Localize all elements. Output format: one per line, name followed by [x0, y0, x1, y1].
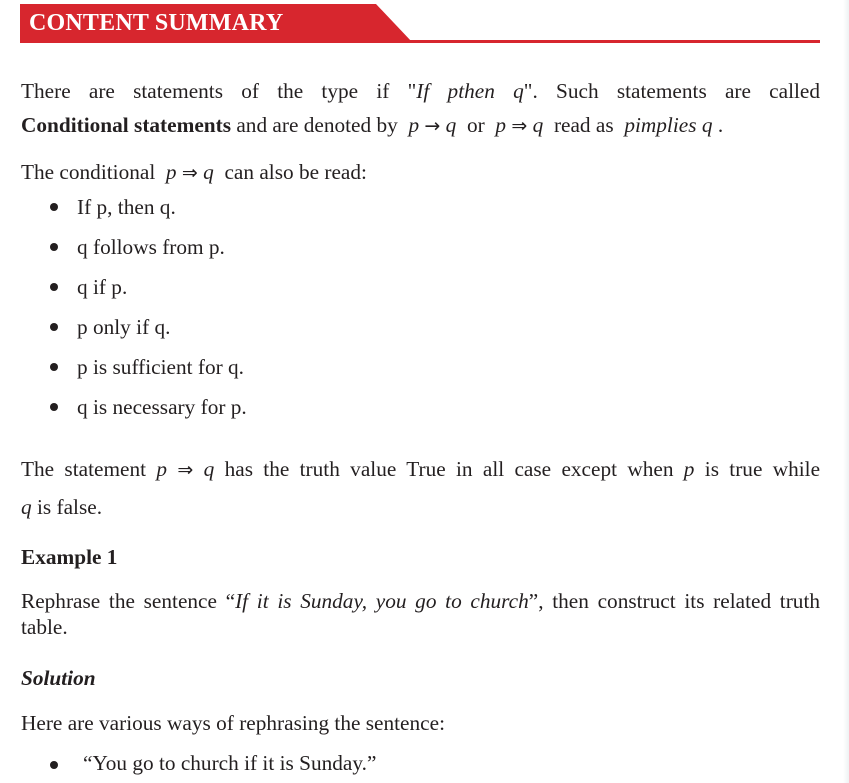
- bullet-icon: [50, 363, 58, 371]
- conditional-statements-term: Conditional statements: [21, 113, 232, 137]
- section-banner-title: CONTENT SUMMARY: [29, 10, 284, 36]
- bullet-icon: [50, 203, 58, 211]
- bullet-icon: [50, 243, 58, 251]
- solution-heading: Solution: [21, 666, 96, 690]
- document-page: CONTENT SUMMARY There are statements of the type if "If pthen q". Such statements are called Conditional statements and are denoted by p → q or p ⇒ q read as pimplies q . The conditional p ⇒ q can also be read: If p, then q. q follows from p. q if p. p only if q. p is sufficient for q. q is necessary for p. The statement p ⇒ q has the truth value True in all case except when p is true while q is false. Example 1 Rephrase the sentence “If it is Sunday, you go to church”, then construct its related truth table. Solution Here are various ways of rephrasing the sentence: “You go to church if it is Sunday.”: [0, 0, 849, 783]
- bullet-icon: [50, 283, 58, 291]
- bullet-icon: [50, 761, 58, 769]
- example-heading: Example 1: [21, 545, 118, 569]
- truth-value-line-1: The statement p ⇒ q has the truth value True in all case except when p is true while: [21, 457, 821, 481]
- example-text: Rephrase the sentence “If it is Sunday, you go to church”, then construct its related truth table.: [21, 589, 821, 639]
- example-quote: If it is Sunday, you go to church: [235, 589, 529, 613]
- implies-arrow-icon: ⇒: [181, 162, 198, 184]
- arrow-icon: →: [424, 115, 441, 137]
- intro-line-1: There are statements of the type if "If pthen q". Such statements are called: [21, 79, 821, 103]
- page-edge-shading: [843, 0, 849, 783]
- implies-arrow-icon: ⇒: [511, 115, 528, 137]
- truth-value-line-2: q is false.: [21, 495, 103, 519]
- conditional-read-line: The conditional p ⇒ q can also be read:: [21, 160, 367, 184]
- solution-intro: Here are various ways of rephrasing the sentence:: [21, 711, 445, 735]
- bullet-icon: [50, 323, 58, 331]
- bullet-icon: [50, 403, 58, 411]
- intro-line-2: Conditional statements and are denoted by p → q or p ⇒ q read as pimplies q .: [21, 113, 724, 137]
- implies-arrow-icon: ⇒: [177, 459, 194, 481]
